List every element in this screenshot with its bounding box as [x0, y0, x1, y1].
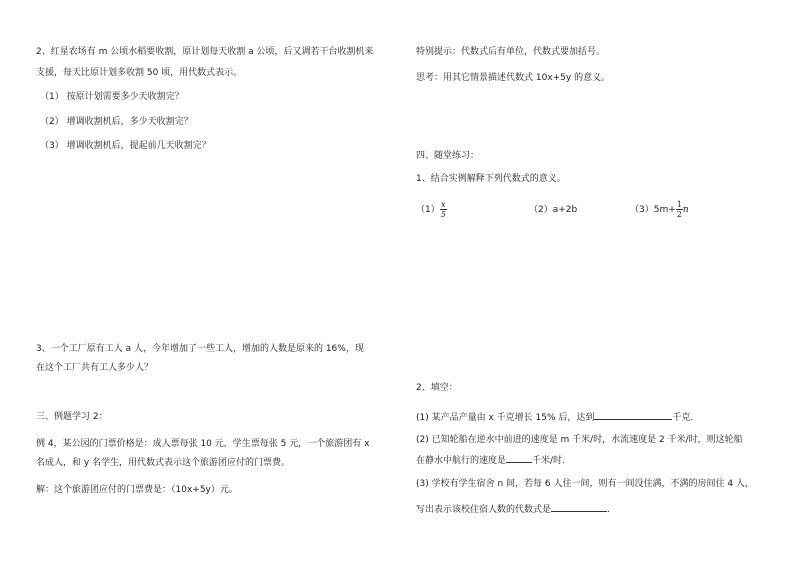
answer-blank[interactable] — [551, 502, 607, 512]
q2-line2: 支援，每天比原计划多收割 50 顷，用代数式表示。 — [36, 68, 243, 78]
fill-blank-2-line2 — [416, 453, 565, 468]
fill-blank-2-unit: 千米/时. — [532, 456, 565, 466]
example4-solution: 解：这个旅游团应付的门票费是：（10x+5y）元。 — [36, 485, 238, 495]
fill-blank-2-text: 在静水中航行的速度是 — [416, 456, 507, 466]
practice1-title: 1、结合实例解释下列代数式的意义。 — [416, 174, 566, 184]
fill-blank-1-unit: 千克. — [672, 413, 694, 423]
fill-blank-1-text: (1) 某产品产量由 x 千克增长 15% 后，达到 — [416, 413, 595, 423]
answer-blank[interactable] — [594, 410, 672, 420]
q3-line2: 在这个工厂共有工人多少人？ — [36, 363, 154, 373]
item-c-label: （3）5m+ — [630, 205, 676, 215]
fill-blank-3-line1: (3) 学校有学生宿舍 n 间，若每 6 人住一间，则有一间没住满，不满的房间住 4 人， — [416, 479, 754, 489]
fraction-denominator: 2 — [676, 210, 682, 219]
practice1-item-b: （2）a+2b — [529, 205, 578, 215]
practice1-item-c — [630, 198, 689, 222]
q2-subquestion-1: （1） 按原计划需要多少天收割完？ — [40, 92, 184, 102]
answer-blank[interactable] — [506, 453, 532, 463]
fill-blank-1 — [416, 410, 693, 425]
fill-blank-3-line2 — [416, 502, 610, 517]
fraction-x-over-5 — [440, 200, 447, 219]
q2-subquestion-3: （3） 增调收割机后，提起前几天收割完？ — [40, 141, 211, 151]
example4-line1: 例 4，某公园的门票价格是：成人票每张 10 元，学生票每张 5 元，一个旅游团有 x — [36, 439, 370, 449]
practice1-item-a — [416, 198, 447, 222]
fill-blank-3-text: 写出表示该校住宿人数的代数式是 — [416, 505, 552, 515]
practice2-title: 2、填空： — [416, 383, 458, 393]
fraction-one-half — [676, 200, 683, 219]
fraction-denominator: 5 — [440, 210, 446, 219]
q2-line1: 2、红星农场有 m 公顷水稻要收割，原计划每天收割 a 公顷，后又调若干台收割机来 — [36, 47, 374, 57]
item-a-label: （1） — [416, 205, 440, 215]
fraction-numerator: x — [441, 200, 446, 209]
q3-line1: 3、一个工厂原有工人 a 人，今年增加了一些工人，增加的人数是原来的 16%，现 — [36, 344, 364, 354]
q2-subquestion-2: （2） 增调收割机后，多少天收割完？ — [40, 117, 193, 127]
section4-title: 四、随堂练习： — [416, 151, 480, 161]
variable-n: n — [682, 205, 689, 215]
example4-line2: 名成人，和 y 名学生，用代数式表示这个旅游团应付的门票费。 — [36, 458, 291, 468]
fraction-numerator: 1 — [676, 200, 682, 209]
fill-blank-2-line1: (2) 已知轮船在逆水中前进的速度是 m 千米/时，水流速度是 2 千米/时，则这轮船 — [416, 435, 743, 445]
fill-blank-3-period: . — [607, 505, 610, 515]
section3-title: 三、例题学习 2： — [36, 412, 108, 422]
think-prompt: 思考：用其它情景描述代数式 10x+5y 的意义。 — [416, 73, 611, 83]
special-tip: 特别提示：代数式后有单位，代数式要加括号。 — [416, 47, 606, 57]
